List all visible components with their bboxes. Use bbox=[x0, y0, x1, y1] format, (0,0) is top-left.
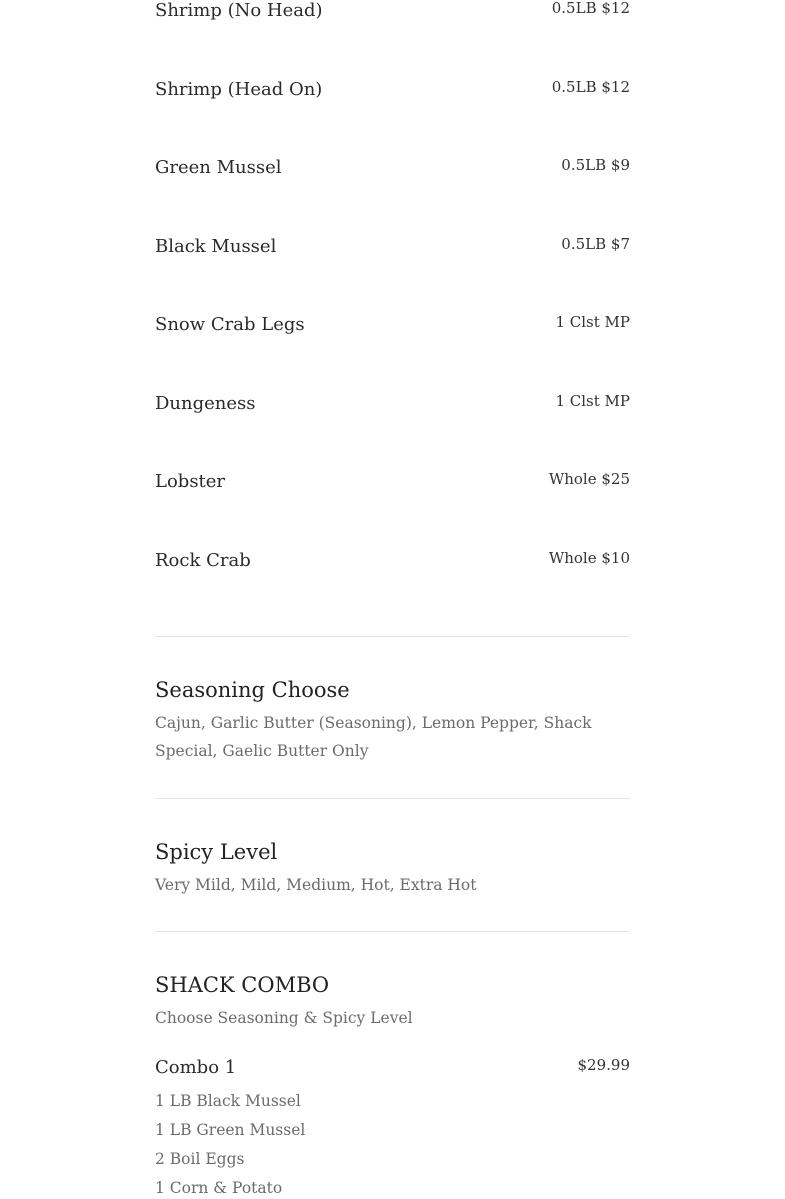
menu-item-price: 0.5LB $12 bbox=[551, 0, 630, 17]
menu-item-lobster bbox=[155, 471, 630, 501]
menu-item-price: 0.5LB $9 bbox=[561, 156, 630, 174]
menu-item-price: 1 Clst MP bbox=[555, 392, 630, 410]
section-divider bbox=[155, 636, 630, 637]
menu-item-shrimp-no-head bbox=[155, 0, 630, 30]
combo-section-title: SHACK COMBO bbox=[155, 973, 330, 997]
menu-item-price: 1 Clst MP bbox=[555, 313, 630, 331]
spicy-section-description: Very Mild, Mild, Medium, Hot, Extra Hot bbox=[155, 876, 477, 894]
combo-item-content: 2 Boil Eggs bbox=[155, 1150, 245, 1168]
menu-item-name: Shrimp (No Head) bbox=[155, 0, 323, 21]
menu-item-name: Rock Crab bbox=[155, 550, 251, 571]
menu-item-snow-crab-legs bbox=[155, 314, 630, 344]
combo-item-content: 1 LB Black Mussel bbox=[155, 1092, 301, 1110]
menu-item-name: Black Mussel bbox=[155, 236, 277, 257]
seasoning-section-title: Seasoning Choose bbox=[155, 678, 350, 702]
menu-item-name: Dungeness bbox=[155, 393, 256, 414]
menu-item-name: Shrimp (Head On) bbox=[155, 79, 323, 100]
menu-item-black-mussel bbox=[155, 236, 630, 266]
combo-item-content: 1 Corn & Potato bbox=[155, 1179, 283, 1197]
menu-item-name: Green Mussel bbox=[155, 157, 282, 178]
menu-item-name: Lobster bbox=[155, 471, 226, 492]
combo-item-price: $29.99 bbox=[577, 1056, 630, 1074]
section-divider bbox=[155, 931, 630, 932]
combo-item-1 bbox=[155, 1057, 630, 1087]
combo-item-name: Combo 1 bbox=[155, 1057, 237, 1078]
menu-item-price: 0.5LB $12 bbox=[551, 78, 630, 96]
menu-item-shrimp-head-on bbox=[155, 79, 630, 109]
combo-section-description: Choose Seasoning & Spicy Level bbox=[155, 1009, 413, 1027]
menu-item-rock-crab bbox=[155, 550, 630, 580]
menu-item-name: Snow Crab Legs bbox=[155, 314, 305, 335]
menu-item-price: 0.5LB $7 bbox=[561, 235, 630, 253]
section-divider bbox=[155, 798, 630, 799]
menu-item-dungeness bbox=[155, 393, 630, 423]
spicy-section-title: Spicy Level bbox=[155, 840, 278, 864]
menu-item-green-mussel bbox=[155, 157, 630, 187]
seasoning-section-description: Cajun, Garlic Butter (Seasoning), Lemon Pepper, Shack Special, Gaelic Butter Only bbox=[155, 714, 592, 760]
menu-item-price: Whole $25 bbox=[548, 470, 630, 488]
combo-item-content: 1 LB Green Mussel bbox=[155, 1121, 306, 1139]
menu-item-price: Whole $10 bbox=[548, 549, 630, 567]
